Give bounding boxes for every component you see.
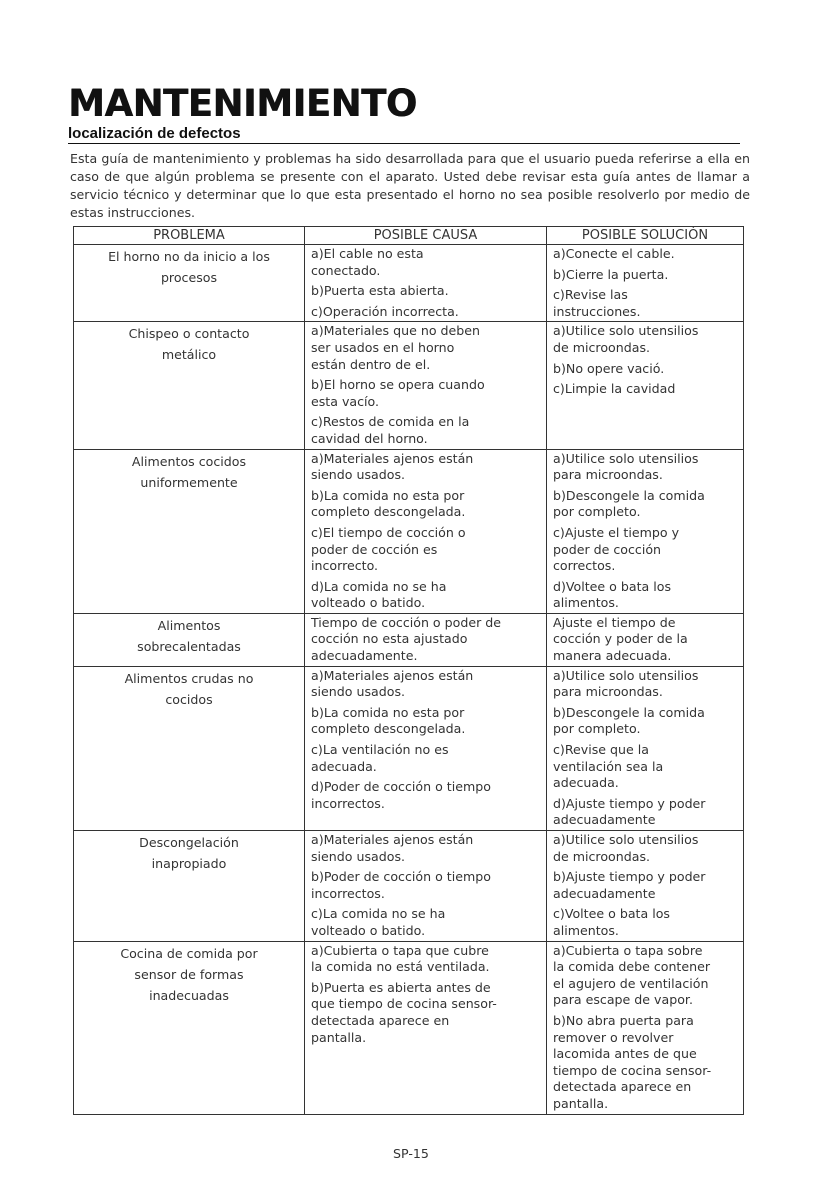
cause-text: conectado. bbox=[311, 262, 381, 278]
solution-text: b)Ajuste tiempo y poder bbox=[553, 869, 706, 885]
problem-text: cocidos bbox=[165, 691, 213, 707]
problem-text: Alimentos bbox=[157, 617, 221, 633]
solution-text: b)No opere vació. bbox=[553, 360, 665, 376]
solution-text: c)Voltee o bata los bbox=[553, 906, 670, 922]
solution-text: adecuada. bbox=[553, 775, 619, 791]
cause-item bbox=[311, 304, 540, 321]
solution-cell bbox=[547, 941, 744, 1114]
problem-text: metálico bbox=[161, 347, 217, 363]
solution-text: a)Utilice solo utensilios bbox=[553, 323, 699, 339]
solution-text: Ajuste el tiempo de bbox=[553, 614, 676, 630]
table-row bbox=[74, 245, 744, 322]
cause-item bbox=[311, 488, 540, 521]
cause-item bbox=[311, 869, 540, 902]
problem-text: sobrecalentadas bbox=[137, 638, 241, 654]
cause-item bbox=[311, 525, 540, 575]
solution-item bbox=[553, 267, 737, 284]
header-cause: POSIBLE CAUSA bbox=[305, 227, 547, 245]
cause-text: poder de cocción es bbox=[311, 541, 438, 557]
solution-item bbox=[553, 869, 737, 902]
solution-text: para microondas. bbox=[553, 684, 663, 700]
solution-text: d)Ajuste tiempo y poder bbox=[553, 795, 706, 811]
cause-text: a)El cable no esta bbox=[311, 246, 424, 261]
header-solution: POSIBLE SOLUCIÓN bbox=[547, 227, 744, 245]
cause-text: adecuadamente. bbox=[311, 648, 418, 664]
solution-item bbox=[553, 451, 737, 484]
solution-item bbox=[553, 361, 737, 378]
cause-cell bbox=[305, 322, 547, 449]
cause-item bbox=[311, 579, 540, 612]
page-number: SP-15 bbox=[393, 1146, 429, 1161]
table-row bbox=[74, 613, 744, 666]
solution-text: adecuadamente bbox=[553, 885, 656, 901]
solution-cell bbox=[547, 449, 744, 613]
problem-cell bbox=[74, 941, 305, 1114]
cause-item bbox=[311, 615, 540, 665]
problem-text: Chispeo o contacto bbox=[128, 326, 250, 342]
solution-text: a)Conecte el cable. bbox=[553, 246, 675, 261]
solution-item bbox=[553, 525, 737, 575]
cause-item bbox=[311, 742, 540, 775]
cause-text: c)La comida no se ha bbox=[311, 906, 446, 922]
cause-item bbox=[311, 283, 540, 300]
problem-cell bbox=[74, 666, 305, 830]
solution-text: a)Utilice solo utensilios bbox=[553, 832, 699, 847]
cause-text: cocción no esta ajustado bbox=[311, 631, 468, 647]
solution-text: b)No abra puerta para bbox=[553, 1012, 694, 1028]
solution-item bbox=[553, 943, 737, 1009]
cause-cell bbox=[305, 941, 547, 1114]
problem-cell bbox=[74, 322, 305, 449]
solution-text: a)Cubierta o tapa sobre bbox=[553, 942, 703, 958]
cause-text: incorrecto. bbox=[311, 558, 379, 574]
solution-item bbox=[553, 742, 737, 792]
solution-item bbox=[553, 488, 737, 521]
solution-item bbox=[553, 705, 737, 738]
header-problem: PROBLEMA bbox=[74, 227, 305, 245]
cause-item bbox=[311, 906, 540, 939]
solution-text: instrucciones. bbox=[553, 303, 641, 319]
solution-text: remover o revolver bbox=[553, 1029, 674, 1045]
cause-item bbox=[311, 377, 540, 410]
solution-item bbox=[553, 579, 737, 612]
solution-text: de microondas. bbox=[553, 339, 651, 355]
solution-text: cocción y poder de la bbox=[553, 631, 688, 647]
solution-text: la comida debe contener bbox=[553, 959, 711, 975]
table-row bbox=[74, 322, 744, 449]
cause-text: volteado o batido. bbox=[311, 922, 426, 938]
cause-text: b)Puerta es abierta antes de bbox=[311, 979, 491, 995]
cause-text: b)La comida no esta por bbox=[311, 487, 465, 503]
table-row bbox=[74, 831, 744, 942]
solution-item bbox=[553, 832, 737, 865]
problem-text: inapropiado bbox=[151, 856, 227, 871]
solution-text: alimentos. bbox=[553, 595, 619, 611]
solution-text: a)Utilice solo utensilios bbox=[553, 450, 699, 466]
table-row bbox=[74, 666, 744, 830]
solution-cell bbox=[547, 831, 744, 942]
page-title: MANTENIMIENTO bbox=[68, 82, 417, 125]
cause-text: b)Poder de cocción o tiempo bbox=[311, 869, 491, 885]
solution-text: por completo. bbox=[553, 504, 641, 520]
cause-cell bbox=[305, 245, 547, 322]
solution-text: tiempo de cocina sensor- bbox=[553, 1062, 712, 1078]
solution-text: pantalla. bbox=[553, 1095, 609, 1111]
cause-text: cavidad del horno. bbox=[311, 430, 428, 446]
problem-cell bbox=[74, 831, 305, 942]
cause-text: d)Poder de cocción o tiempo bbox=[311, 779, 491, 795]
cause-text: Tiempo de cocción o poder de bbox=[311, 614, 502, 630]
solution-text: a)Utilice solo utensilios bbox=[553, 667, 699, 683]
cause-text: volteado o batido. bbox=[311, 595, 426, 611]
cause-text: c)Restos de comida en la bbox=[311, 414, 470, 430]
solution-text: de microondas. bbox=[553, 848, 651, 864]
cause-text: detectada aparece en bbox=[311, 1012, 450, 1028]
solution-text: c)Revise que la bbox=[553, 742, 649, 758]
solution-text: para microondas. bbox=[553, 467, 663, 483]
solution-text: el agujero de ventilación bbox=[553, 975, 709, 991]
cause-item bbox=[311, 943, 540, 976]
cause-text: incorrectos. bbox=[311, 795, 385, 811]
solution-cell bbox=[547, 322, 744, 449]
problem-text: El horno no da inicio a los bbox=[108, 249, 270, 264]
cause-item bbox=[311, 451, 540, 484]
cause-text: incorrectos. bbox=[311, 885, 385, 901]
solution-text: por completo. bbox=[553, 721, 641, 737]
solution-text: b)Descongele la comida bbox=[553, 704, 705, 720]
cause-item bbox=[311, 414, 540, 447]
solution-text: c)Limpie la cavidad bbox=[553, 381, 676, 397]
table-header-row bbox=[74, 227, 744, 245]
solution-item bbox=[553, 287, 737, 320]
cause-item bbox=[311, 832, 540, 865]
cause-text: completo descongelada. bbox=[311, 504, 466, 520]
cause-cell bbox=[305, 449, 547, 613]
cause-text: siendo usados. bbox=[311, 684, 406, 700]
problem-text: inadecuadas bbox=[149, 987, 229, 1003]
cause-text: a)Cubierta o tapa que cubre bbox=[311, 942, 489, 958]
cause-text: b)Puerta esta abierta. bbox=[311, 283, 449, 299]
table-row bbox=[74, 941, 744, 1114]
solution-item bbox=[553, 323, 737, 356]
troubleshooting-table bbox=[73, 226, 744, 1115]
solution-text: alimentos. bbox=[553, 922, 619, 938]
solution-item bbox=[553, 381, 737, 398]
cause-text: adecuada. bbox=[311, 758, 377, 774]
cause-item bbox=[311, 980, 540, 1046]
problem-text: procesos bbox=[160, 270, 218, 285]
problem-text: sensor de formas bbox=[134, 966, 244, 982]
table-row bbox=[74, 449, 744, 613]
solution-text: b)Descongele la comida bbox=[553, 487, 705, 503]
cause-text: están dentro de el. bbox=[311, 356, 431, 372]
solution-item bbox=[553, 615, 737, 665]
solution-item bbox=[553, 906, 737, 939]
solution-text: poder de cocción bbox=[553, 541, 662, 557]
problem-text: Descongelación bbox=[139, 835, 239, 850]
solution-text: para escape de vapor. bbox=[553, 992, 693, 1008]
solution-text: c)Ajuste el tiempo y bbox=[553, 524, 680, 540]
solution-text: manera adecuada. bbox=[553, 648, 672, 664]
solution-item bbox=[553, 668, 737, 701]
problem-text: Alimentos crudas no bbox=[124, 670, 254, 686]
table-body bbox=[74, 245, 744, 1115]
cause-text: que tiempo de cocina sensor- bbox=[311, 996, 497, 1012]
solution-item bbox=[553, 246, 737, 263]
cause-text: completo descongelada. bbox=[311, 721, 466, 737]
cause-cell bbox=[305, 613, 547, 666]
cause-text: a)Materiales ajenos están bbox=[311, 667, 474, 683]
cause-text: c)La ventilación no es bbox=[311, 742, 449, 758]
cause-text: la comida no está ventilada. bbox=[311, 959, 490, 975]
solution-text: b)Cierre la puerta. bbox=[553, 266, 669, 282]
cause-text: a)Materiales ajenos están bbox=[311, 832, 474, 847]
solution-text: lacomida antes de que bbox=[553, 1046, 697, 1062]
problem-cell bbox=[74, 245, 305, 322]
cause-text: esta vacío. bbox=[311, 393, 380, 409]
solution-cell bbox=[547, 613, 744, 666]
intro-paragraph: Esta guía de mantenimiento y problemas ha sido desarrollada para que el usuario pueda referirse a ella en caso de que algún problema se presente con el aparato. Usted debe revisar esta guía antes de llamar a servicio técnico y determinar que lo que esta presentado el horno no sea posible resolverlo por medio de estas instrucciones. bbox=[70, 151, 750, 220]
cause-text: siendo usados. bbox=[311, 848, 406, 864]
cause-item bbox=[311, 668, 540, 701]
solution-text: adecuadamente bbox=[553, 812, 656, 828]
solution-item bbox=[553, 1013, 737, 1113]
problem-text: uniformemente bbox=[140, 474, 238, 490]
cause-item bbox=[311, 779, 540, 812]
solution-text: c)Revise las bbox=[553, 287, 628, 303]
cause-text: b)El horno se opera cuando bbox=[311, 377, 485, 393]
cause-text: c)Operación incorrecta. bbox=[311, 303, 459, 319]
solution-text: d)Voltee o bata los bbox=[553, 578, 672, 594]
problem-text: Cocina de comida por bbox=[120, 945, 258, 961]
cause-text: pantalla. bbox=[311, 1029, 367, 1045]
cause-text: siendo usados. bbox=[311, 467, 406, 483]
cause-item bbox=[311, 705, 540, 738]
solution-text: ventilación sea la bbox=[553, 758, 664, 774]
solution-text: correctos. bbox=[553, 558, 616, 574]
solution-cell bbox=[547, 666, 744, 830]
cause-text: d)La comida no se ha bbox=[311, 578, 447, 594]
problem-cell bbox=[74, 449, 305, 613]
cause-text: b)La comida no esta por bbox=[311, 704, 465, 720]
solution-cell bbox=[547, 245, 744, 322]
cause-cell bbox=[305, 831, 547, 942]
cause-text: a)Materiales que no deben bbox=[311, 323, 480, 339]
cause-text: a)Materiales ajenos están bbox=[311, 450, 474, 466]
cause-item bbox=[311, 323, 540, 373]
cause-cell bbox=[305, 666, 547, 830]
problem-cell bbox=[74, 613, 305, 666]
problem-text: Alimentos cocidos bbox=[131, 453, 247, 469]
section-subtitle: localización de defectos bbox=[68, 125, 740, 144]
solution-item bbox=[553, 796, 737, 829]
cause-text: c)El tiempo de cocción o bbox=[311, 524, 466, 540]
cause-item bbox=[311, 246, 540, 279]
cause-text: ser usados en el horno bbox=[311, 339, 455, 355]
solution-text: detectada aparece en bbox=[553, 1079, 692, 1095]
